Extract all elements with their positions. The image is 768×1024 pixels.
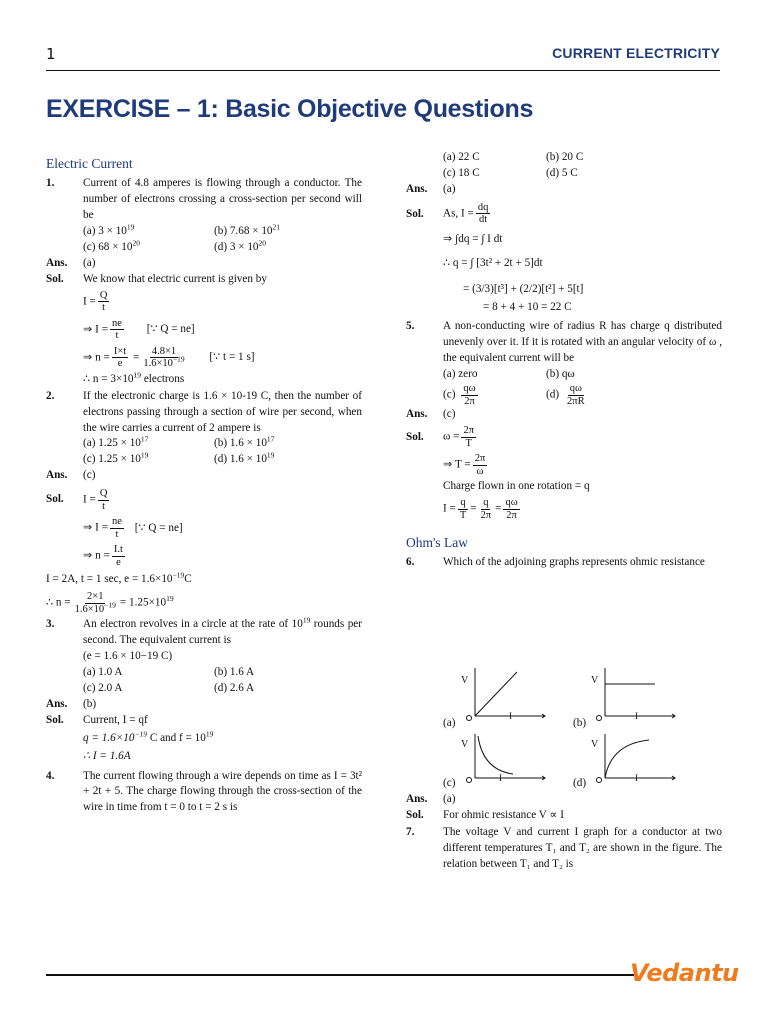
question-number: 6. <box>406 556 415 569</box>
graph-constant <box>595 666 685 728</box>
solution-q1: Sol. We know that electric current is given by <box>46 272 267 285</box>
answer-q2: Ans. (c) <box>46 469 96 482</box>
equation: = 8 + 4 + 10 = 22 C <box>483 300 572 313</box>
option-d: (d) 2.6 A <box>214 682 255 695</box>
question-text: A non-conducting wire of radius R has charge q distributed unevenly over it. If it is rotated with an angular velocity of ω , the equivalent current will be <box>443 320 722 365</box>
question-4 <box>46 769 362 817</box>
option-c: (c) 18 C <box>443 166 480 179</box>
equation: ⇒ ∫dq = ∫ I dt <box>443 232 503 245</box>
option-b: (b) 20 C <box>546 151 584 163</box>
equation: $q = 1.6\times 10^{-19}$ C and $f = 10^{19}$ <box>83 729 214 744</box>
question-number: 2. <box>46 389 55 402</box>
option-d: (d) 5 C <box>546 166 578 179</box>
question-6 <box>406 555 722 571</box>
right-column <box>406 150 722 571</box>
graph-saturating <box>595 732 685 790</box>
option-a: (a) zero <box>443 368 478 381</box>
options-q1 <box>83 224 362 256</box>
question-text: The voltage V and current I graph for a conductor at two different temperatures T₁ and T₂ are shown in the figure. The relation between T₁ and T₂ is <box>443 825 722 870</box>
option-d: (d) $1.6 \times 10^{19}$ <box>214 450 275 466</box>
section-ohms-law: Ohm's Law <box>406 535 469 551</box>
options-q3 <box>83 665 362 697</box>
footer-divider <box>46 974 634 976</box>
question-1 <box>46 176 362 224</box>
question-text: The current flowing through a wire depends on time as I = 3t² + 2t + 5. The charge flowing through the cross-section of the wire in time from t = 0 to t = 2 s is <box>83 769 363 814</box>
options-q5 <box>443 367 722 407</box>
option-d: (d) $\frac{q\omega}{2\pi R}$ <box>546 383 585 407</box>
equation: Charge flown in one rotation = q <box>443 480 590 493</box>
question-number: 3. <box>46 618 55 631</box>
question-number: 5. <box>406 320 415 333</box>
equation: ⇒ T = $\frac{2\pi}{\omega}$ <box>443 453 486 477</box>
question-3 <box>46 617 362 665</box>
equation: ∴ I = 1.6A <box>83 749 131 762</box>
option-a: (a) $3 \times 10^{19}$ <box>83 222 135 237</box>
answer-q5: Ans. (c) <box>406 408 456 421</box>
equation: ⇒ n = $\frac{I\times t}{e}$ = $\frac{4.8\times 1}{1.6\times 10^{-19}}$ [∵ t = 1 s] <box>83 345 255 370</box>
vedantu-logo: Vedantu <box>630 959 739 987</box>
option-b: (b) qω <box>546 368 575 381</box>
option-a: (a) 1.0 A <box>83 666 123 679</box>
equation: ⇒ n = $\frac{I.t}{e}$ <box>83 544 123 568</box>
page-title: EXERCISE – 1: Basic Objective Questions <box>46 95 534 123</box>
option-c: (c) $\frac{q\omega}{2\pi}$ <box>443 383 476 407</box>
equation: ⇒ I = $\frac{ne}{t}$ [∵ Q = ne] <box>83 317 195 342</box>
equation: ∴ n = $\frac{2\times 1}{1.6\times 10^{-19}}$ = $1.25\times 10^{19}$ <box>46 591 174 615</box>
question-number: 7. <box>406 825 415 838</box>
answer-q3: Ans. (b) <box>46 697 97 710</box>
options-q2 <box>83 436 362 468</box>
question-text: If the electronic charge is 1.6 × 10-19 C, then the number of electrons passing through a section of wire per second, when the wire carries a current of 2 ampere is <box>83 389 362 434</box>
question-text: Current of 4.8 amperes is flowing through a conductor. The number of electrons crossing a cross-section per second will be <box>83 177 362 221</box>
question-text: An electron revolves in a circle at the rate of $10^{19}$ rounds per second. The equivalent current is (e = 1.6 × 10−19 C) <box>83 615 362 663</box>
graph-decreasing <box>465 732 555 790</box>
equation: ∴ q = ∫ [3t² + 2t + 5]dt <box>443 256 543 269</box>
question-7 <box>406 825 722 873</box>
option-c: (c) $1.25 \times 10^{19}$ <box>83 450 149 466</box>
header-divider <box>46 70 720 71</box>
answer-q6: Ans. (a) <box>406 793 456 805</box>
option-c: (c) $68 \times 10^{20}$ <box>83 238 140 253</box>
option-d: (d) $3 \times 10^{20}$ <box>214 238 267 253</box>
solution-q3: Sol. Current, I = qf <box>46 713 148 726</box>
equation: I = $\frac{q}{T}$ = $\frac{q}{2\pi}$ = $\frac{q\omega}{2\pi}$ <box>443 497 518 521</box>
question-text: Which of the adjoining graphs represents ohmic resistance <box>443 556 705 569</box>
q6-q7-block <box>406 792 722 873</box>
chapter-header: CURRENT ELECTRICITY <box>552 45 720 61</box>
question-2 <box>46 389 362 437</box>
section-electric-current: Electric Current <box>46 156 133 171</box>
option-b: (b) $1.6 \times 10^{17}$ <box>214 434 275 450</box>
options-q4 <box>443 150 722 182</box>
equation: I = $\frac{Q}{t}$ <box>83 289 108 314</box>
solution-q6: Sol. For ohmic resistance V ∝ I <box>406 808 564 821</box>
solution-q2: Sol. I = $\frac{Q}{t}$ <box>46 488 108 512</box>
answer-q1: Ans. (a) <box>46 256 96 269</box>
equation: ⇒ I = $\frac{ne}{t}$ [∵ Q = ne] <box>83 516 183 540</box>
equation: ∴ $n = 3\times 10^{19}$ electrons <box>83 370 185 385</box>
solution-q5: Sol. ω = $\frac{2\pi}{T}$ <box>406 425 475 449</box>
question-number: 1. <box>46 177 55 190</box>
equation: I = 2A, t = 1 sec, $e = 1.6\times 10^{-19}C$ <box>46 570 192 586</box>
question-number: 4. <box>46 769 55 782</box>
question-5 <box>406 319 722 367</box>
page-number: 1 <box>46 45 56 63</box>
option-a: (a) 22 C <box>443 151 480 163</box>
option-a: (a) $1.25 \times 10^{17}$ <box>83 434 149 450</box>
equation: = (3/3)[t³] + (2/2)[t²] + 5[t] <box>463 282 584 295</box>
option-b: (b) $7.68 \times 10^{21}$ <box>214 222 281 237</box>
answer-q4: Ans. (a) <box>406 182 456 195</box>
option-b: (b) 1.6 A <box>214 666 255 679</box>
left-column <box>46 150 362 816</box>
solution-q4: Sol. As, I = $\frac{dq}{dt}$ <box>406 201 489 226</box>
option-c: (c) 2.0 A <box>83 682 123 695</box>
